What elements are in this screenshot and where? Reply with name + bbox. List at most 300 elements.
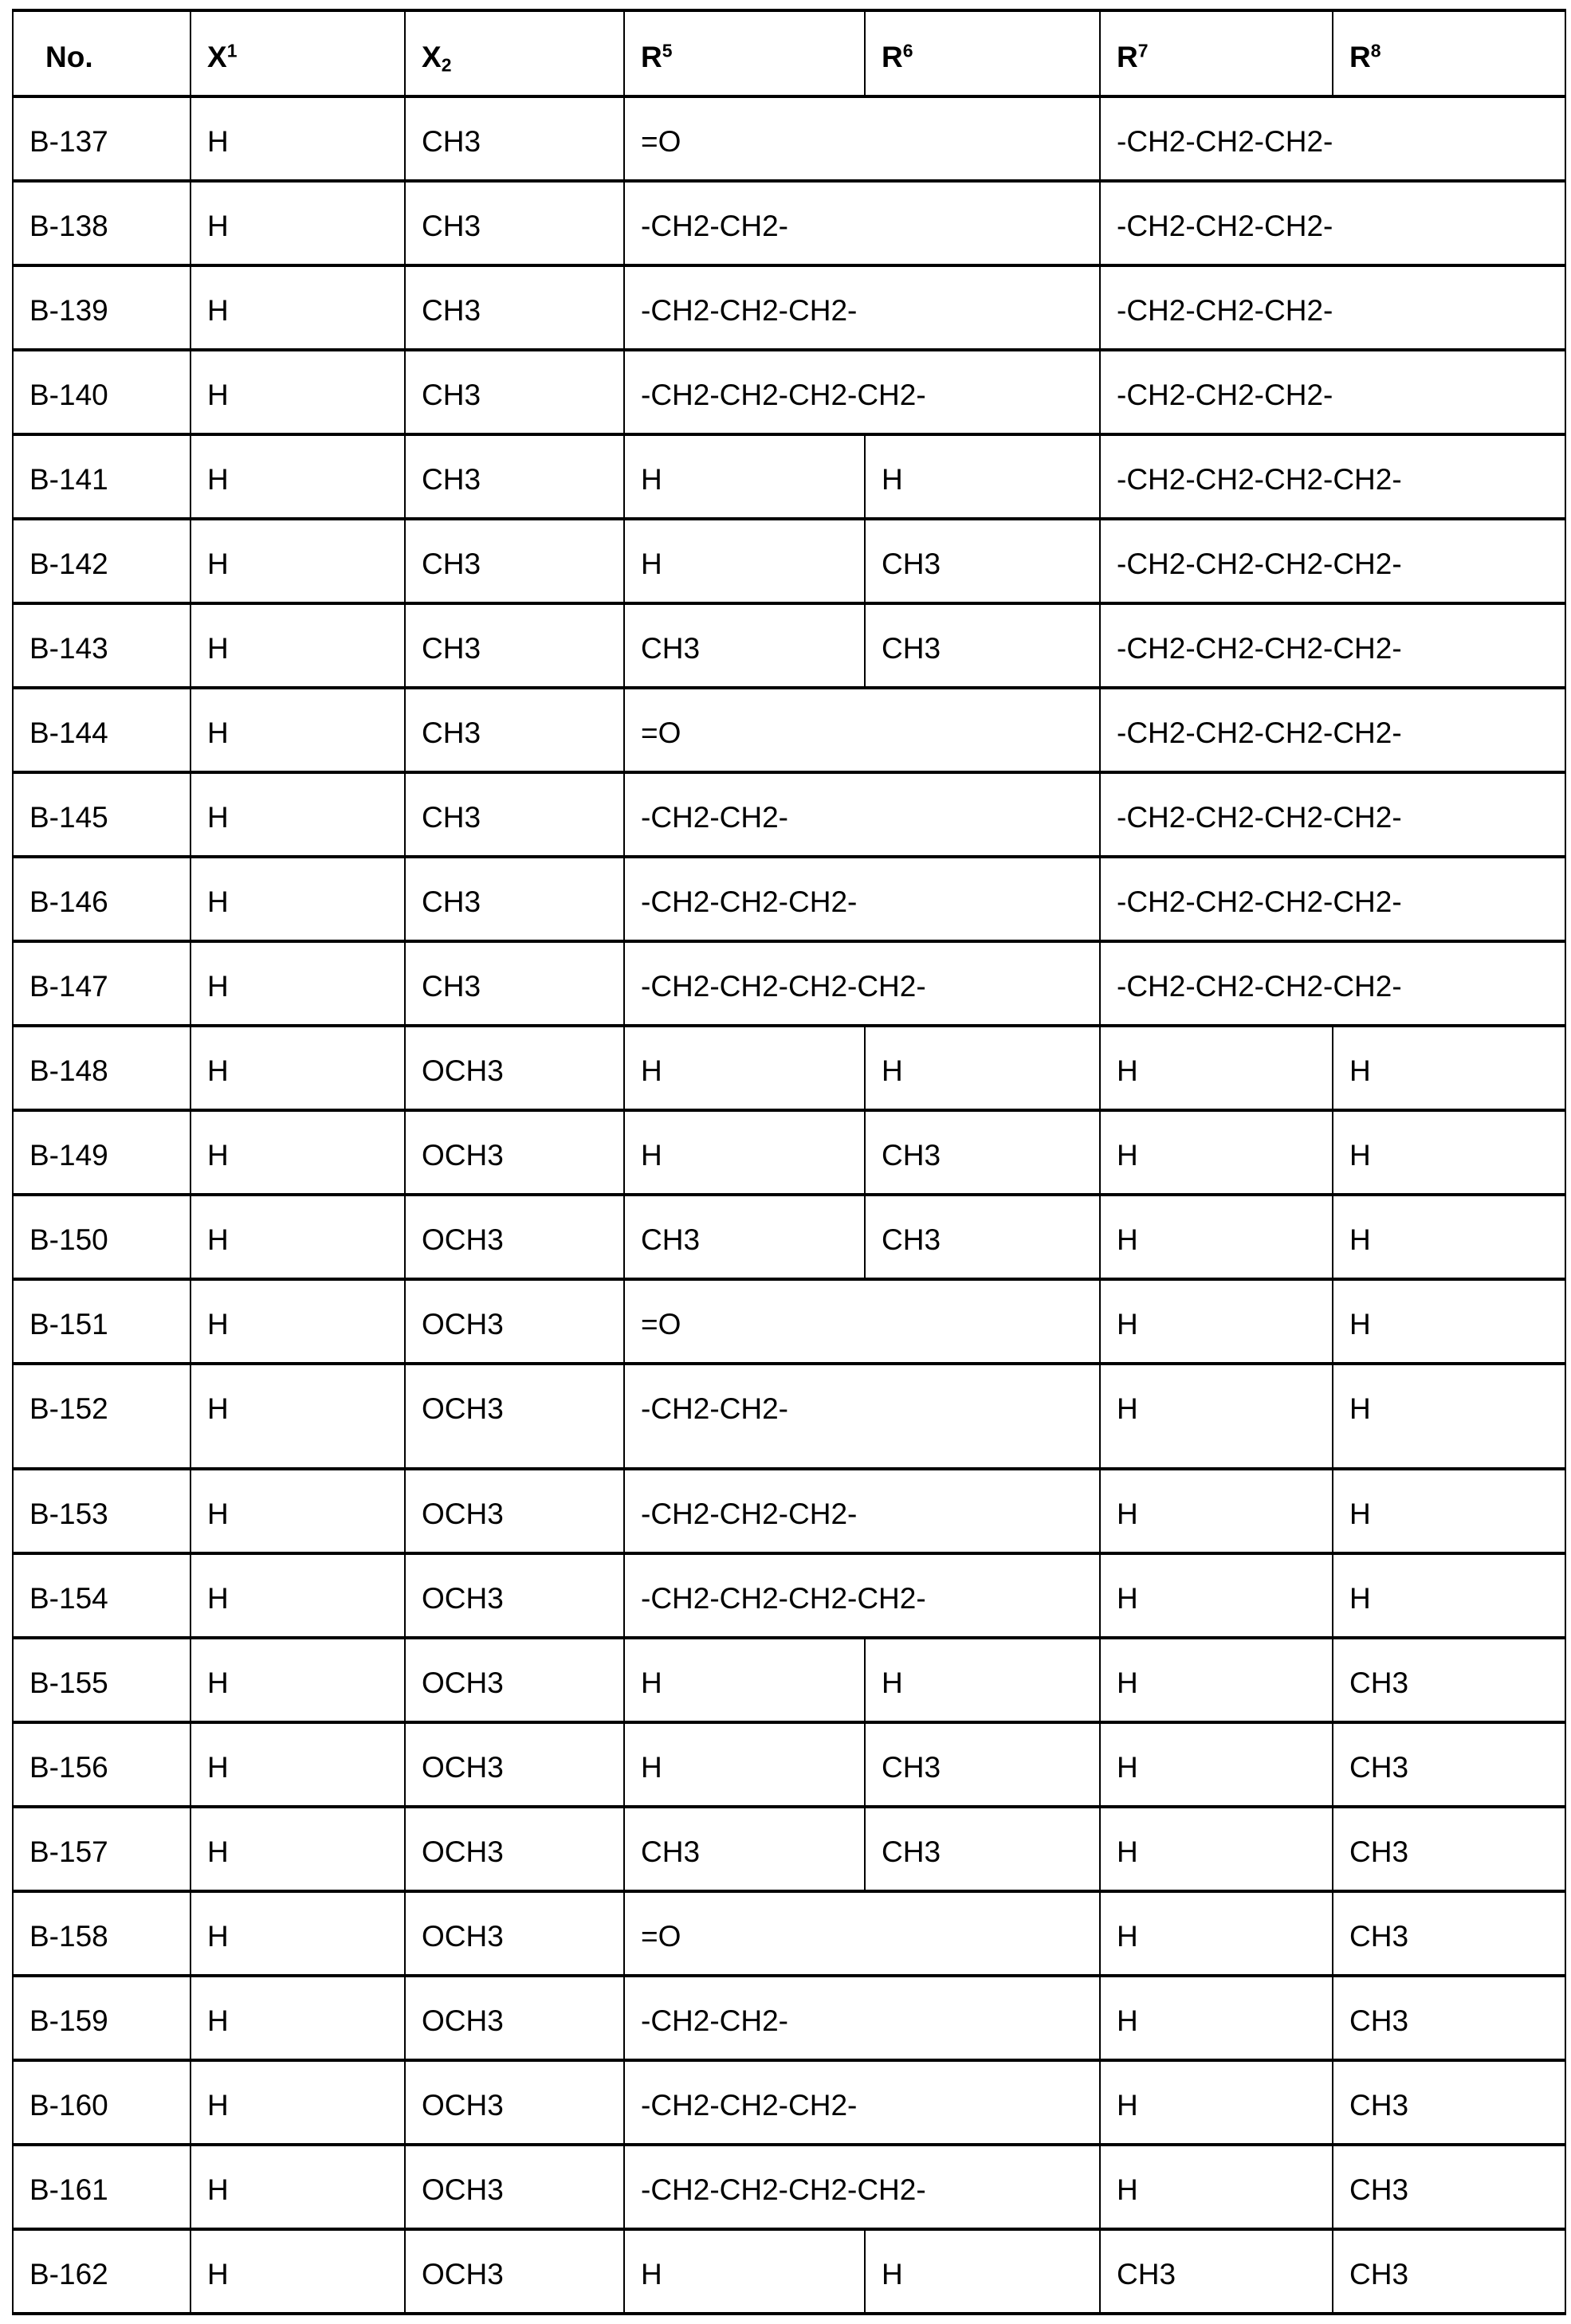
cell-text: OCH3 <box>422 1308 504 1341</box>
cell-r7 <box>1100 1638 1333 1722</box>
cell-x1 <box>190 941 405 1026</box>
cell-text: CH3 <box>422 210 481 242</box>
cell-text: B-142 <box>29 548 108 580</box>
cell-r8 <box>1333 1026 1565 1110</box>
cell-text: CH3 <box>422 632 481 665</box>
cell-x1 <box>190 265 405 350</box>
cell-text: OCH3 <box>422 1392 504 1425</box>
cell-text: CH3 <box>641 1223 700 1256</box>
cell-text: B-161 <box>29 2173 108 2206</box>
cell-x2 <box>405 2145 624 2229</box>
cell-text: -CH2-CH2-CH2-CH2- <box>1117 970 1402 1003</box>
cell-text: CH3 <box>1349 2258 1408 2291</box>
header-sup: 6 <box>903 40 913 61</box>
cell-x1 <box>190 1364 405 1469</box>
cell-r7 <box>1100 1891 1333 1976</box>
cell-r6 <box>865 1807 1100 1891</box>
table-row <box>13 941 1565 1026</box>
cell-r5-r6 <box>624 1553 1100 1638</box>
cell-r7 <box>1100 1110 1333 1195</box>
cell-text: H <box>1117 1835 1138 1868</box>
cell-no <box>13 1722 190 1807</box>
cell-text: CH3 <box>1117 2258 1176 2291</box>
cell-text: H <box>641 463 662 496</box>
cell-no <box>13 2229 190 2314</box>
cell-text: H <box>1117 1920 1138 1953</box>
cell-x1 <box>190 1638 405 1722</box>
cell-text: H <box>207 125 229 158</box>
cell-x2 <box>405 772 624 857</box>
cell-x2 <box>405 1638 624 1722</box>
table-row <box>13 772 1565 857</box>
cell-x2 <box>405 1364 624 1469</box>
cell-text: H <box>1117 1223 1138 1256</box>
cell-r5 <box>624 1722 865 1807</box>
cell-no <box>13 96 190 181</box>
cell-text: H <box>207 548 229 580</box>
cell-r5-r6 <box>624 941 1100 1026</box>
cell-r8 <box>1333 1807 1565 1891</box>
table-row <box>13 1195 1565 1279</box>
cell-text: B-146 <box>29 885 108 918</box>
cell-text: CH3 <box>422 548 481 580</box>
cell-text: H <box>207 970 229 1003</box>
cell-text: OCH3 <box>422 1582 504 1615</box>
cell-x1 <box>190 857 405 941</box>
cell-text: H <box>207 1751 229 1784</box>
cell-text: B-149 <box>29 1139 108 1172</box>
cell-text: H <box>882 463 903 496</box>
cell-text: -CH2-CH2-CH2-CH2- <box>1117 716 1402 749</box>
cell-no <box>13 181 190 265</box>
header-label: X <box>207 41 227 73</box>
cell-x1 <box>190 96 405 181</box>
cell-r7-r8 <box>1100 772 1565 857</box>
cell-r5-r6 <box>624 857 1100 941</box>
cell-text: H <box>1117 2089 1138 2122</box>
cell-text: H <box>207 1392 229 1425</box>
cell-x1 <box>190 1722 405 1807</box>
cell-text: CH3 <box>422 379 481 411</box>
cell-x2 <box>405 1553 624 1638</box>
cell-x2 <box>405 857 624 941</box>
cell-r5-r6 <box>624 1469 1100 1553</box>
cell-r5-r6 <box>624 96 1100 181</box>
cell-text: CH3 <box>882 548 941 580</box>
cell-no <box>13 941 190 1026</box>
cell-r6 <box>865 2229 1100 2314</box>
cell-x1 <box>190 434 405 519</box>
cell-no <box>13 2060 190 2145</box>
cell-text: B-155 <box>29 1666 108 1699</box>
cell-r5 <box>624 1195 865 1279</box>
cell-text: OCH3 <box>422 2258 504 2291</box>
table-row <box>13 603 1565 688</box>
cell-r8 <box>1333 2060 1565 2145</box>
cell-text: -CH2-CH2-CH2-CH2- <box>1117 632 1402 665</box>
cell-x1 <box>190 350 405 434</box>
cell-text: H <box>1349 1582 1371 1615</box>
cell-x2 <box>405 181 624 265</box>
cell-r8 <box>1333 1364 1565 1469</box>
cell-r5-r6 <box>624 350 1100 434</box>
table-row <box>13 688 1565 772</box>
cell-r8 <box>1333 1195 1565 1279</box>
cell-text: CH3 <box>1349 2089 1408 2122</box>
header-sup: 7 <box>1138 40 1149 61</box>
cell-text: B-144 <box>29 716 108 749</box>
cell-text: OCH3 <box>422 2173 504 2206</box>
cell-no <box>13 519 190 603</box>
cell-text: B-159 <box>29 2004 108 2037</box>
cell-text: -CH2-CH2- <box>641 2004 788 2037</box>
cell-r5 <box>624 1026 865 1110</box>
cell-text: H <box>1117 2173 1138 2206</box>
cell-text: H <box>207 1308 229 1341</box>
cell-text: -CH2-CH2-CH2- <box>1117 379 1333 411</box>
cell-r8 <box>1333 1553 1565 1638</box>
cell-text: B-150 <box>29 1223 108 1256</box>
cell-text: -CH2-CH2- <box>641 801 788 834</box>
cell-no <box>13 603 190 688</box>
cell-r6 <box>865 434 1100 519</box>
cell-text: H <box>207 632 229 665</box>
cell-no <box>13 434 190 519</box>
cell-x2 <box>405 1722 624 1807</box>
cell-x1 <box>190 688 405 772</box>
header-label: R <box>1117 41 1138 73</box>
cell-r7-r8 <box>1100 96 1565 181</box>
table-row <box>13 1469 1565 1553</box>
cell-text: -CH2-CH2-CH2-CH2- <box>1117 801 1402 834</box>
cell-text: B-153 <box>29 1498 108 1530</box>
cell-text: H <box>1349 1392 1371 1425</box>
cell-no <box>13 1807 190 1891</box>
cell-r7 <box>1100 1469 1333 1553</box>
cell-r8 <box>1333 1722 1565 1807</box>
cell-text: B-158 <box>29 1920 108 1953</box>
cell-text: OCH3 <box>422 1223 504 1256</box>
table-row <box>13 2060 1565 2145</box>
cell-r6 <box>865 603 1100 688</box>
cell-text: H <box>207 2173 229 2206</box>
cell-text: B-162 <box>29 2258 108 2291</box>
cell-r7-r8 <box>1100 603 1565 688</box>
cell-r5 <box>624 603 865 688</box>
cell-x1 <box>190 1807 405 1891</box>
cell-no <box>13 265 190 350</box>
cell-text: -CH2-CH2-CH2-CH2- <box>641 2173 926 2206</box>
cell-text: H <box>1349 1223 1371 1256</box>
cell-text: H <box>641 1751 662 1784</box>
header-no <box>13 10 190 96</box>
cell-text: B-143 <box>29 632 108 665</box>
header-label: No. <box>45 41 93 73</box>
header-label: R <box>1349 41 1371 73</box>
cell-r5-r6 <box>624 1364 1100 1469</box>
cell-text: =O <box>641 716 681 749</box>
cell-r7 <box>1100 1976 1333 2060</box>
cell-text: CH3 <box>422 885 481 918</box>
table-row <box>13 2229 1565 2314</box>
cell-text: H <box>207 716 229 749</box>
cell-r7-r8 <box>1100 181 1565 265</box>
cell-text: -CH2-CH2-CH2- <box>1117 294 1333 327</box>
cell-text: CH3 <box>882 632 941 665</box>
table-row <box>13 2145 1565 2229</box>
cell-text: H <box>207 379 229 411</box>
cell-text: H <box>1349 1498 1371 1530</box>
cell-text: H <box>1349 1308 1371 1341</box>
cell-r5-r6 <box>624 265 1100 350</box>
cell-text: B-152 <box>29 1392 108 1425</box>
cell-r8 <box>1333 2229 1565 2314</box>
cell-x2 <box>405 688 624 772</box>
cell-x1 <box>190 2145 405 2229</box>
cell-text: -CH2-CH2-CH2- <box>1117 210 1333 242</box>
cell-text: H <box>1117 1308 1138 1341</box>
cell-text: CH3 <box>1349 1920 1408 1953</box>
cell-x1 <box>190 1279 405 1364</box>
cell-text: -CH2-CH2-CH2- <box>641 885 857 918</box>
cell-text: H <box>207 294 229 327</box>
cell-text: H <box>207 1223 229 1256</box>
cell-text: H <box>207 1498 229 1530</box>
cell-text: H <box>882 1666 903 1699</box>
cell-no <box>13 1279 190 1364</box>
cell-text: -CH2-CH2- <box>641 210 788 242</box>
cell-x2 <box>405 1195 624 1279</box>
cell-no <box>13 1364 190 1469</box>
cell-text: -CH2-CH2- <box>641 1392 788 1425</box>
cell-text: OCH3 <box>422 1920 504 1953</box>
cell-text: OCH3 <box>422 1666 504 1699</box>
cell-x2 <box>405 519 624 603</box>
cell-r7 <box>1100 1026 1333 1110</box>
cell-text: CH3 <box>422 716 481 749</box>
cell-text: H <box>882 1054 903 1087</box>
cell-text: CH3 <box>422 970 481 1003</box>
cell-no <box>13 350 190 434</box>
cell-text: OCH3 <box>422 1498 504 1530</box>
cell-text: B-156 <box>29 1751 108 1784</box>
table-row <box>13 1722 1565 1807</box>
table-row <box>13 857 1565 941</box>
cell-x1 <box>190 2060 405 2145</box>
cell-text: CH3 <box>422 463 481 496</box>
cell-r7-r8 <box>1100 265 1565 350</box>
cell-text: OCH3 <box>422 1751 504 1784</box>
table-row <box>13 1638 1565 1722</box>
cell-no <box>13 1976 190 2060</box>
cell-no <box>13 688 190 772</box>
cell-text: H <box>207 2004 229 2037</box>
cell-text: B-139 <box>29 294 108 327</box>
cell-text: H <box>207 1582 229 1615</box>
header-row <box>13 10 1565 96</box>
cell-r8 <box>1333 2145 1565 2229</box>
cell-r5-r6 <box>624 1891 1100 1976</box>
cell-text: B-147 <box>29 970 108 1003</box>
table-row <box>13 1553 1565 1638</box>
cell-text: H <box>1117 1498 1138 1530</box>
substituent-table <box>12 9 1566 2315</box>
header-sup: 8 <box>1371 40 1381 61</box>
cell-text: CH3 <box>641 632 700 665</box>
cell-text: H <box>1117 1392 1138 1425</box>
cell-x2 <box>405 1110 624 1195</box>
cell-text: H <box>1117 2004 1138 2037</box>
cell-text: OCH3 <box>422 1139 504 1172</box>
cell-r8 <box>1333 1891 1565 1976</box>
cell-text: H <box>882 2258 903 2291</box>
cell-x2 <box>405 265 624 350</box>
cell-x2 <box>405 1976 624 2060</box>
header-x2 <box>405 10 624 96</box>
cell-r7-r8 <box>1100 350 1565 434</box>
cell-text: CH3 <box>422 294 481 327</box>
cell-r8 <box>1333 1279 1565 1364</box>
header-r5 <box>624 10 865 96</box>
cell-no <box>13 772 190 857</box>
table-row <box>13 1110 1565 1195</box>
cell-no <box>13 1891 190 1976</box>
table-body <box>13 96 1565 2314</box>
cell-x1 <box>190 2229 405 2314</box>
table-row <box>13 181 1565 265</box>
cell-text: H <box>1117 1666 1138 1699</box>
cell-text: B-141 <box>29 463 108 496</box>
table-row <box>13 1026 1565 1110</box>
cell-r7-r8 <box>1100 434 1565 519</box>
cell-text: H <box>1117 1054 1138 1087</box>
cell-x1 <box>190 1891 405 1976</box>
cell-no <box>13 1195 190 1279</box>
cell-r7-r8 <box>1100 941 1565 1026</box>
cell-text: =O <box>641 125 681 158</box>
cell-x2 <box>405 1279 624 1364</box>
cell-r6 <box>865 1026 1100 1110</box>
cell-text: B-160 <box>29 2089 108 2122</box>
cell-r7-r8 <box>1100 519 1565 603</box>
cell-r7 <box>1100 1364 1333 1469</box>
cell-x1 <box>190 1195 405 1279</box>
cell-r6 <box>865 519 1100 603</box>
cell-no <box>13 1469 190 1553</box>
cell-x1 <box>190 1976 405 2060</box>
cell-text: H <box>1349 1054 1371 1087</box>
cell-text: CH3 <box>882 1751 941 1784</box>
cell-r5-r6 <box>624 772 1100 857</box>
cell-text: H <box>207 1835 229 1868</box>
cell-text: -CH2-CH2-CH2-CH2- <box>641 970 926 1003</box>
cell-text: OCH3 <box>422 1835 504 1868</box>
cell-r7 <box>1100 1722 1333 1807</box>
cell-text: CH3 <box>1349 1751 1408 1784</box>
cell-text: B-157 <box>29 1835 108 1868</box>
cell-r5-r6 <box>624 1976 1100 2060</box>
header-label: X <box>422 41 442 73</box>
cell-x2 <box>405 1469 624 1553</box>
cell-text: H <box>641 548 662 580</box>
table-row <box>13 265 1565 350</box>
cell-text: H <box>207 1920 229 1953</box>
cell-text: -CH2-CH2-CH2- <box>641 2089 857 2122</box>
cell-text: B-140 <box>29 379 108 411</box>
cell-text: -CH2-CH2-CH2- <box>1117 125 1333 158</box>
cell-r7-r8 <box>1100 857 1565 941</box>
cell-text: B-154 <box>29 1582 108 1615</box>
cell-r7 <box>1100 1553 1333 1638</box>
cell-text: H <box>207 2089 229 2122</box>
cell-r8 <box>1333 1110 1565 1195</box>
cell-text: H <box>1117 1751 1138 1784</box>
header-x1 <box>190 10 405 96</box>
cell-x2 <box>405 1807 624 1891</box>
cell-text: H <box>1117 1139 1138 1172</box>
cell-x1 <box>190 772 405 857</box>
table-row <box>13 1279 1565 1364</box>
cell-r5-r6 <box>624 2145 1100 2229</box>
header-sub: 2 <box>442 55 452 76</box>
cell-text: H <box>207 210 229 242</box>
cell-r6 <box>865 1110 1100 1195</box>
cell-r7 <box>1100 2145 1333 2229</box>
cell-text: B-151 <box>29 1308 108 1341</box>
header-sup: 5 <box>662 40 673 61</box>
header-r7 <box>1100 10 1333 96</box>
cell-text: H <box>1349 1139 1371 1172</box>
cell-text: -CH2-CH2-CH2- <box>641 294 857 327</box>
cell-r7 <box>1100 2229 1333 2314</box>
cell-r7 <box>1100 1279 1333 1364</box>
table-row <box>13 1807 1565 1891</box>
table-row <box>13 96 1565 181</box>
cell-x2 <box>405 941 624 1026</box>
cell-x1 <box>190 1553 405 1638</box>
cell-x1 <box>190 181 405 265</box>
cell-text: H <box>207 885 229 918</box>
cell-r5-r6 <box>624 181 1100 265</box>
cell-text: H <box>641 1139 662 1172</box>
header-r6 <box>865 10 1100 96</box>
cell-text: H <box>1117 1582 1138 1615</box>
header-label: R <box>882 41 903 73</box>
cell-text: H <box>207 2258 229 2291</box>
cell-text: CH3 <box>882 1223 941 1256</box>
cell-r5-r6 <box>624 2060 1100 2145</box>
table-row <box>13 519 1565 603</box>
cell-r7-r8 <box>1100 688 1565 772</box>
table-row <box>13 1364 1565 1469</box>
cell-no <box>13 2145 190 2229</box>
cell-text: B-145 <box>29 801 108 834</box>
cell-r8 <box>1333 1469 1565 1553</box>
header-r8 <box>1333 10 1565 96</box>
cell-x2 <box>405 1026 624 1110</box>
cell-x1 <box>190 603 405 688</box>
cell-text: OCH3 <box>422 1054 504 1087</box>
cell-text: =O <box>641 1308 681 1341</box>
cell-text: H <box>207 1139 229 1172</box>
cell-text: CH3 <box>1349 2173 1408 2206</box>
cell-text: B-137 <box>29 125 108 158</box>
cell-r5 <box>624 1110 865 1195</box>
cell-text: CH3 <box>641 1835 700 1868</box>
cell-x2 <box>405 1891 624 1976</box>
cell-text: B-148 <box>29 1054 108 1087</box>
cell-r5-r6 <box>624 688 1100 772</box>
